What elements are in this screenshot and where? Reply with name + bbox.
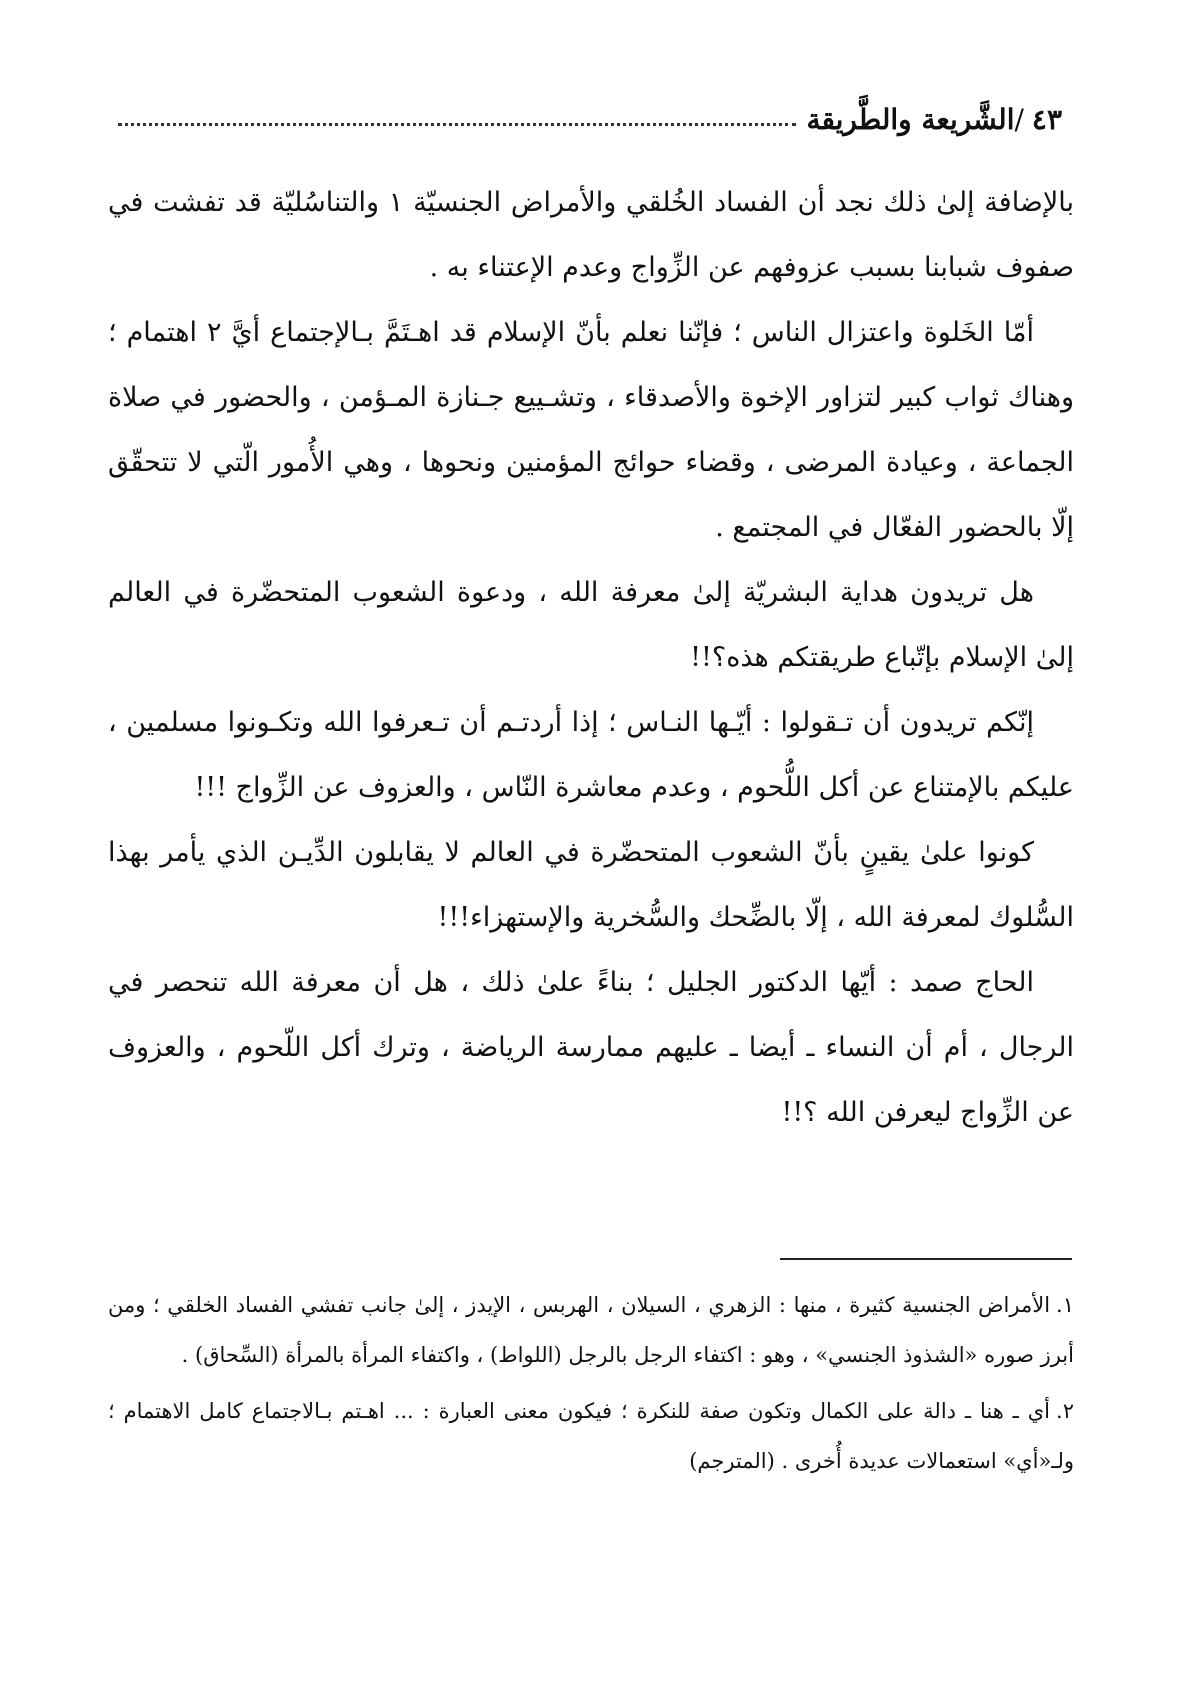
paragraph: الحاج صمد : أيّها الدكتور الجليل ؛ بناءً علىٰ ذلك ، هل أن معرفة الله تنحصر في الرجال ، أم أن النساء ـ أيضا ـ عليهم ممارسة الرياضة ، وترك أكل اللّحوم ، والعزوف عن الزِّواج ليعرفن الله ؟!! (108, 967, 1074, 1128)
header-separator: / (1014, 103, 1024, 136)
footnote-number: ١. (1056, 1293, 1074, 1317)
paragraph: كونوا علىٰ يقينٍ بأنّ الشعوب المتحضّرة في العالم لا يقابلون الدِّيـن الذي يأمر بهذا السُّلوك لمعرفة الله ، إلّا بالضِّحك والسُّخرية والإستهزاء!!! (108, 837, 1074, 933)
paragraph: بالإضافة إلىٰ ذلك نجد أن الفساد الخُلقي والأمراض الجنسيّة ١ والتناسُليّة قد تفشت في صفوف شبابنا بسبب عزوفهم عن الزِّواج وعدم الإعتناء به . (108, 187, 1074, 283)
running-header (118, 84, 1070, 136)
footnote-divider (780, 1258, 1072, 1260)
header-leader-dots (118, 122, 796, 126)
footnote (108, 1386, 1074, 1486)
body-text (108, 170, 1074, 1145)
paragraph: أمّا الخَلوة واعتزال الناس ؛ فإنّنا نعلم بأنّ الإسلام قد اهـتَمَّ بـالإجتماع أيَّ ٢ اهتمام ؛ وهناك ثواب كبير لتزاور الإخوة والأصدقاء ، وتشـييع جـنازة المـؤمن ، والحضور في صلاة الجماعة ، وعيادة المرضى ، وقضاء حوائج المؤمنين ونحوها ، وهي الأُمور الّتي لا تتحقّق إلّا بالحضور الفعّال في المجتمع . (108, 317, 1074, 543)
paragraph: إنّكم تريدون أن تـقولوا : أيّـها النـاس ؛ إذا أردتـم أن تـعرفوا الله وتكـونوا مسلمين ، عليكم بالإمتناع عن أكل اللُّحوم ، وعدم معاشرة النّاس ، والعزوف عن الزِّواج !!! (108, 707, 1074, 803)
header-title: الشَّريعة والطَّريقة (806, 103, 1015, 136)
footnote-text: أي ـ هنا ـ دالة على الكمال وتكون صفة للنكرة ؛ فيكون معنى العبارة : ... اهـتم بـالاجتماع كامل الاهتمام ؛ ولـ«أي» استعمالات عديدة أُخرى . (المترجم) (108, 1399, 1074, 1473)
page-number: ٤٣ (1031, 103, 1062, 136)
footnotes (108, 1280, 1074, 1492)
footnote-number: ٢. (1056, 1399, 1074, 1423)
footnote (108, 1280, 1074, 1380)
footnote-text: الأمراض الجنسية كثيرة ، منها : الزهري ، السيلان ، الهربس ، الإيدز ، إلىٰ جانب تفشي الفساد الخلقي ؛ ومن أبرز صوره «الشذوذ الجنسي» ، وهو : اكتفاء الرجل بالرجل (اللواط) ، واكتفاء المرأة بالمرأة (السِّحاق) . (108, 1293, 1074, 1367)
paragraph: هل تريدون هداية البشريّة إلىٰ معرفة الله ، ودعوة الشعوب المتحضّرة في العالم إلىٰ الإسلام بإتّباع طريقتكم هذه؟!! (108, 577, 1074, 673)
